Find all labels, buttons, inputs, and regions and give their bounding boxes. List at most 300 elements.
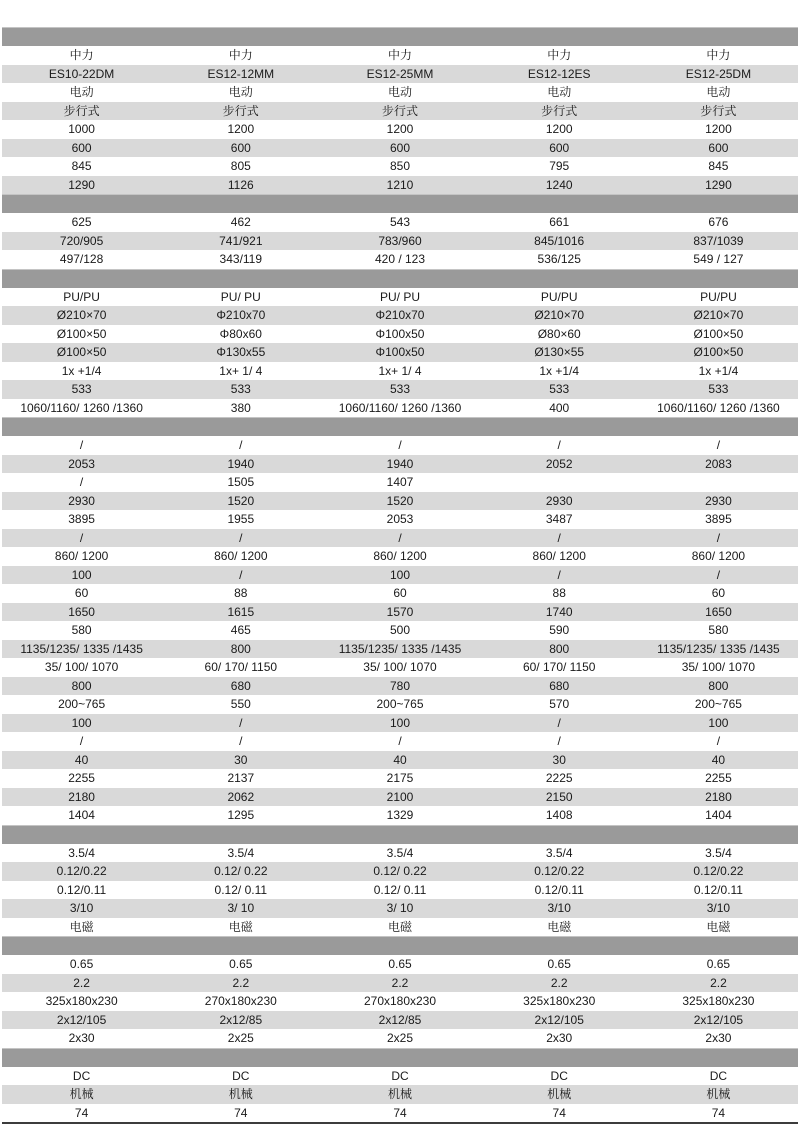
table-cell: 1940 <box>227 456 255 471</box>
table-cell: 0.12/ 0.22 <box>373 864 427 878</box>
table-cell: 2053 <box>68 456 95 471</box>
table-cell: / <box>79 475 84 489</box>
section-separator <box>2 417 798 436</box>
table-cell: 2x30 <box>705 1031 732 1045</box>
table-cell: / <box>557 715 561 730</box>
table-cell: 2137 <box>227 771 255 785</box>
table-cell: 35/ 100/ 1070 <box>363 660 437 674</box>
table-cell: 2.2 <box>391 975 409 990</box>
table-cell: 74 <box>74 1105 89 1120</box>
table-cell: 800 <box>549 641 570 656</box>
table-row <box>2 621 798 640</box>
table-cell: 1408 <box>545 808 573 822</box>
table-cell: 3.5/4 <box>68 845 95 860</box>
table-cell: Ø210×70 <box>534 308 585 322</box>
table-cell: 电动 <box>706 85 731 99</box>
table-cell: 3.5/4 <box>227 845 255 860</box>
table-row <box>2 362 798 381</box>
table-row <box>2 714 798 733</box>
table-cell: 74 <box>234 1105 248 1120</box>
table-row <box>2 844 798 863</box>
table-cell: 步行式 <box>541 103 578 118</box>
table-row <box>2 788 798 807</box>
table-cell: 533 <box>549 382 570 396</box>
table-cell: / <box>239 530 243 545</box>
table-row <box>2 603 798 622</box>
table-cell: 88 <box>234 586 248 600</box>
table-cell: 1505 <box>227 475 255 489</box>
table-row <box>2 677 798 696</box>
table-cell: 1740 <box>545 604 573 619</box>
table-cell: 600 <box>708 140 729 155</box>
table-cell: 533 <box>389 382 411 396</box>
table-cell: 3/ 10 <box>227 901 255 915</box>
table-cell: 0.65 <box>547 957 571 971</box>
table-cell: 步行式 <box>382 103 419 118</box>
table-row <box>2 769 798 788</box>
section-separator <box>2 1048 798 1067</box>
table-cell: 860/ 1200 <box>532 549 586 563</box>
table-cell: / <box>239 734 243 748</box>
table-row <box>2 992 798 1011</box>
table-cell: 中力 <box>388 48 413 62</box>
table-cell: 中力 <box>706 48 731 62</box>
table-row <box>2 732 798 751</box>
table-cell: 3/10 <box>706 901 731 915</box>
table-cell: 2930 <box>545 493 573 508</box>
table-cell: 2.2 <box>550 975 568 990</box>
table-cell: 795 <box>549 159 570 173</box>
table-row <box>2 455 798 474</box>
table-cell: 1000 <box>68 122 95 136</box>
table-row <box>2 306 798 325</box>
table-cell: 60/ 170/ 1150 <box>204 660 278 674</box>
table-cell: 2150 <box>545 789 573 804</box>
table-cell: Ø80×60 <box>537 326 581 341</box>
table-cell: 600 <box>230 140 251 155</box>
table-cell: 60/ 170/ 1150 <box>522 660 596 674</box>
table-cell: 1135/1235/ 1335 /1435 <box>20 641 143 656</box>
table-cell: 420 / 123 <box>374 252 426 266</box>
table-cell: Ø210×70 <box>693 308 744 322</box>
table-cell: Ø100×50 <box>56 345 107 359</box>
table-cell: / <box>79 438 84 452</box>
table-cell: 325x180x230 <box>45 994 118 1008</box>
table-cell: 74 <box>711 1105 726 1120</box>
table-cell: Φ80x60 <box>219 326 262 341</box>
table-cell: 0.12/0.11 <box>57 882 107 897</box>
table-cell: 2175 <box>386 771 414 785</box>
table-cell: Φ210x70 <box>216 308 266 322</box>
table-cell: PU/PU <box>700 289 737 304</box>
table-cell: 1200 <box>227 122 255 136</box>
table-cell: 2x25 <box>227 1031 254 1045</box>
table-cell: 780 <box>389 678 411 693</box>
table-cell: 600 <box>71 140 92 155</box>
table-cell: Ø100×50 <box>693 345 744 359</box>
table-cell: / <box>716 567 721 582</box>
table-cell: 0.12/0.11 <box>534 882 584 897</box>
table-row <box>2 325 798 344</box>
table-row <box>2 640 798 659</box>
table-cell: 550 <box>230 697 251 711</box>
table-cell: 400 <box>549 400 570 415</box>
table-cell: / <box>716 438 721 452</box>
table-cell: 1126 <box>227 177 254 192</box>
table-cell: / <box>398 734 402 748</box>
table-cell: 270x180x230 <box>363 994 437 1008</box>
table-row <box>2 343 798 362</box>
table-row <box>2 139 798 158</box>
table-cell: 0.65 <box>706 957 731 971</box>
table-row <box>2 918 798 937</box>
table-cell: 1200 <box>545 122 573 136</box>
table-cell: 800 <box>230 641 251 656</box>
table-cell: 2255 <box>68 771 95 785</box>
table-cell: 88 <box>552 586 566 600</box>
table-cell: 30 <box>234 752 248 767</box>
table-cell: 0.65 <box>69 957 94 971</box>
table-cell: 1060/1160/ 1260 /1360 <box>657 400 780 415</box>
table-cell: / <box>716 734 721 748</box>
table-cell: 电动 <box>228 85 253 99</box>
table-cell: 533 <box>708 382 729 396</box>
table-cell: 60 <box>74 586 89 600</box>
table-cell: / <box>557 734 561 748</box>
table-cell: 845 <box>708 159 729 173</box>
table-cell: / <box>79 734 84 748</box>
table-cell: 1520 <box>386 493 414 508</box>
table-cell: 2083 <box>705 456 732 471</box>
table-row <box>2 1104 798 1123</box>
table-cell: 100 <box>71 567 92 582</box>
table-cell: / <box>716 530 721 545</box>
table-cell: 40 <box>711 752 726 767</box>
table-cell: 590 <box>549 623 570 637</box>
table-cell: 3.5/4 <box>705 845 732 860</box>
table-cell: 40 <box>74 752 89 767</box>
table-cell: 2.2 <box>710 975 727 990</box>
table-cell: PU/ PU <box>380 289 421 304</box>
table-cell: 100 <box>71 715 92 730</box>
table-cell: Φ130x55 <box>216 345 266 359</box>
table-cell: 1295 <box>227 808 255 822</box>
section-separator <box>2 194 798 213</box>
table-cell: 中力 <box>228 48 253 62</box>
table-row <box>2 1011 798 1030</box>
table-cell: 机械 <box>228 1087 253 1101</box>
table-cell: 2930 <box>68 493 95 508</box>
table-cell: / <box>557 567 561 582</box>
table-cell: 860/ 1200 <box>691 549 746 563</box>
table-cell: PU/PU <box>540 289 578 304</box>
table-cell: 1135/1235/ 1335 /1435 <box>338 641 462 656</box>
table-cell: / <box>239 715 243 730</box>
table-row <box>2 529 798 548</box>
table-cell: 0.12/0.22 <box>534 864 585 878</box>
table-cell: 860/ 1200 <box>373 549 427 563</box>
table-cell: 60 <box>393 586 407 600</box>
table-cell: 100 <box>389 715 411 730</box>
table-row <box>2 83 798 102</box>
table-cell: 30 <box>552 752 566 767</box>
table-cell: Φ210x70 <box>375 308 425 322</box>
table-cell: 533 <box>230 382 251 396</box>
table-cell: DC <box>709 1068 728 1083</box>
table-cell: 1955 <box>227 512 255 526</box>
table-cell: 3487 <box>545 512 573 526</box>
table-cell: 837/1039 <box>693 233 744 248</box>
table-cell: 电磁 <box>547 919 572 934</box>
table-row <box>2 288 798 307</box>
table-cell: 2x12/105 <box>693 1012 744 1027</box>
table-cell: ES12-12MM <box>207 66 275 81</box>
table-cell: 1135/1235/ 1335 /1435 <box>657 641 780 656</box>
table-cell: 1404 <box>68 808 95 822</box>
table-cell: 625 <box>71 215 92 229</box>
table-cell: 680 <box>230 678 251 693</box>
table-cell: 380 <box>230 400 251 415</box>
table-cell: 2.2 <box>232 975 250 990</box>
table-row <box>2 46 798 65</box>
table-cell: 860/ 1200 <box>54 549 109 563</box>
table-bottom-border <box>2 1122 798 1124</box>
table-cell: 1060/1160/ 1260 /1360 <box>20 400 143 415</box>
table-cell: 580 <box>71 623 92 637</box>
table-cell: 2x12/85 <box>219 1012 263 1027</box>
table-cell: 电动 <box>547 85 572 99</box>
table-cell: 2225 <box>545 771 573 785</box>
table-cell: 2052 <box>545 456 573 471</box>
table-cell: 2.2 <box>73 975 90 990</box>
table-cell: 74 <box>393 1105 407 1120</box>
table-cell: 200~765 <box>58 697 106 711</box>
table-cell: 2180 <box>705 789 732 804</box>
table-cell: 3.5/4 <box>386 845 414 860</box>
table-row <box>2 232 798 251</box>
table-cell: / <box>557 438 561 452</box>
table-cell: PU/PU <box>63 289 100 304</box>
table-cell: 1x +1/4 <box>698 363 739 378</box>
table-cell: 2053 <box>386 512 414 526</box>
table-row <box>2 1067 798 1086</box>
table-cell: 850 <box>389 159 411 173</box>
table-cell: 0.12/0.22 <box>693 864 744 878</box>
table-cell: 783/960 <box>378 233 422 248</box>
table-cell: 343/119 <box>219 252 263 266</box>
table-cell: 2x12/85 <box>378 1012 422 1027</box>
table-cell: 机械 <box>69 1087 94 1101</box>
table-cell: 2062 <box>227 789 255 804</box>
table-cell: 543 <box>389 215 411 229</box>
table-cell: Ø210×70 <box>56 308 107 322</box>
section-separator <box>2 825 798 844</box>
table-cell: / <box>239 567 243 582</box>
table-cell: 电动 <box>69 85 94 99</box>
table-cell: 270x180x230 <box>204 994 277 1008</box>
table-cell: Ø100×50 <box>56 326 107 341</box>
table-cell: 2x25 <box>386 1031 414 1045</box>
table-cell: 2x30 <box>68 1031 95 1045</box>
table-cell: 机械 <box>706 1087 731 1101</box>
table-row <box>2 510 798 529</box>
table-cell: 1x +1/4 <box>61 363 102 378</box>
table-cell: 800 <box>708 678 729 693</box>
table-cell: 805 <box>230 159 251 173</box>
table-cell: 中力 <box>69 48 94 62</box>
table-cell: 200~765 <box>694 697 742 711</box>
table-cell: 1615 <box>227 604 255 619</box>
table-cell: 0.12/0.11 <box>693 882 743 897</box>
table-cell: 电磁 <box>228 919 253 934</box>
table-cell: 1200 <box>386 122 414 136</box>
table-row <box>2 955 798 974</box>
table-cell: 497/128 <box>59 252 104 266</box>
table-row <box>2 65 798 84</box>
table-cell: 676 <box>708 215 729 229</box>
table-cell: 1210 <box>386 177 414 192</box>
table-cell: ES12-12ES <box>527 66 591 81</box>
table-cell: 1520 <box>227 493 255 508</box>
table-cell: 35/ 100/ 1070 <box>44 660 119 674</box>
table-cell: 电磁 <box>69 919 94 934</box>
table-row <box>2 566 798 585</box>
table-cell: 机械 <box>388 1087 413 1101</box>
table-cell: / <box>557 530 561 545</box>
table-row <box>2 492 798 511</box>
table-cell: 机械 <box>547 1087 572 1101</box>
table-cell: 2930 <box>705 493 732 508</box>
table-row <box>2 102 798 121</box>
table-row <box>2 120 798 139</box>
table-cell: 步行式 <box>63 103 100 118</box>
table-cell: 680 <box>549 678 570 693</box>
table-cell: 720/905 <box>59 233 104 248</box>
table-cell: / <box>79 530 84 545</box>
section-separator <box>2 27 798 46</box>
table-row <box>2 974 798 993</box>
table-row <box>2 157 798 176</box>
table-row <box>2 436 798 455</box>
table-cell: 1404 <box>705 808 732 822</box>
table-cell: 533 <box>71 382 92 396</box>
table-cell: 1x +1/4 <box>539 363 580 378</box>
table-cell: Φ100x50 <box>375 326 425 341</box>
table-cell: 462 <box>230 215 251 229</box>
table-cell: 2x12/105 <box>56 1012 107 1027</box>
table-cell: 2180 <box>68 789 95 804</box>
table-cell: 35/ 100/ 1070 <box>681 660 756 674</box>
table-cell: Φ100x50 <box>375 345 425 359</box>
section-separator <box>2 936 798 955</box>
table-cell: 1290 <box>705 177 732 192</box>
table-cell: 0.12/ 0.11 <box>214 882 268 897</box>
table-cell: 1407 <box>386 475 414 489</box>
table-cell: 60 <box>711 586 726 600</box>
table-cell: 3/10 <box>547 901 571 915</box>
table-cell: 2x30 <box>546 1031 573 1045</box>
table-cell: 3.5/4 <box>545 845 573 860</box>
table-cell: 465 <box>230 623 251 637</box>
table-row <box>2 399 798 418</box>
section-separator <box>2 269 798 288</box>
table-cell: Ø100×50 <box>693 326 744 341</box>
table-cell: 中力 <box>547 48 572 62</box>
table-cell: 0.65 <box>229 957 253 971</box>
table-cell: 860/ 1200 <box>214 549 268 563</box>
table-row <box>2 899 798 918</box>
table-cell: 200~765 <box>376 697 424 711</box>
table-cell: 步行式 <box>222 103 259 118</box>
table-cell: PU/ PU <box>220 289 261 304</box>
table-cell: ES10-22DM <box>48 66 115 81</box>
table-cell: 1x+ 1/ 4 <box>378 363 422 378</box>
table-cell: 1940 <box>386 456 414 471</box>
table-cell: 0.12/ 0.11 <box>373 882 427 897</box>
table-cell: 电磁 <box>388 919 413 934</box>
table-cell: 3895 <box>68 512 95 526</box>
table-cell: 1650 <box>705 604 732 619</box>
table-cell: DC <box>72 1068 91 1083</box>
table-cell: / <box>398 530 402 545</box>
table-row <box>2 547 798 566</box>
table-cell: 800 <box>71 678 92 693</box>
table-cell: ES12-25DM <box>685 66 752 81</box>
table-cell: DC <box>550 1068 568 1083</box>
table-cell: 1060/1160/ 1260 /1360 <box>338 400 462 415</box>
table-row <box>2 584 798 603</box>
table-cell: 2100 <box>386 789 414 804</box>
table-row <box>2 658 798 677</box>
table-cell: 1200 <box>705 122 732 136</box>
table-row <box>2 751 798 770</box>
table-cell: 845 <box>71 159 92 173</box>
table-cell: 600 <box>389 140 411 155</box>
table-cell: 600 <box>549 140 570 155</box>
table-row <box>2 881 798 900</box>
table-row <box>2 862 798 881</box>
table-cell: 845/1016 <box>534 233 585 248</box>
table-cell: 步行式 <box>700 103 737 118</box>
table-cell: 661 <box>549 215 570 229</box>
table-row <box>2 250 798 269</box>
table-cell: 1329 <box>386 808 414 822</box>
table-cell: 570 <box>549 697 570 711</box>
table-cell: 549 / 127 <box>693 252 744 266</box>
table-cell: 74 <box>552 1105 566 1120</box>
table-row <box>2 473 798 492</box>
table-cell: / <box>239 438 243 452</box>
spec-table <box>2 27 798 1124</box>
table-cell: / <box>398 438 402 452</box>
table-cell: 0.12/ 0.22 <box>214 864 268 878</box>
table-cell: 325x180x230 <box>682 994 755 1008</box>
table-cell: 1650 <box>68 604 95 619</box>
table-cell: 500 <box>389 623 411 637</box>
table-row <box>2 1085 798 1104</box>
table-cell: 2x12/105 <box>534 1012 584 1027</box>
table-cell: 40 <box>393 752 407 767</box>
table-cell: 3/10 <box>69 901 94 915</box>
table-cell: 0.65 <box>388 957 412 971</box>
table-cell: 325x180x230 <box>523 994 596 1008</box>
table-cell: 1570 <box>386 604 414 619</box>
table-row <box>2 1029 798 1048</box>
table-cell: Ø130×55 <box>534 345 585 359</box>
table-row <box>2 806 798 825</box>
table-cell: ES12-25MM <box>366 66 434 81</box>
table-row <box>2 695 798 714</box>
